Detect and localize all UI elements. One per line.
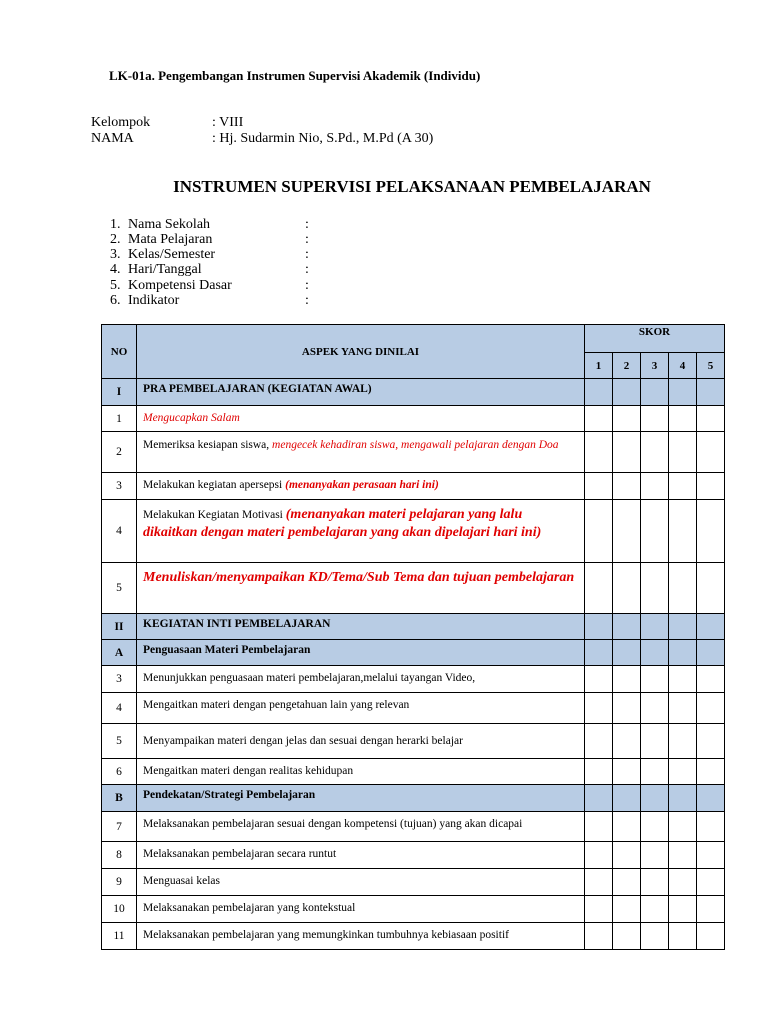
row-aspect: Menunjukkan penguasaan materi pembelajaran,melalui tayangan Video, bbox=[137, 666, 585, 693]
identity-item bbox=[110, 247, 309, 262]
score-cell[interactable] bbox=[585, 666, 613, 693]
row-number: 3 bbox=[102, 666, 137, 693]
identity-label: Nama Sekolah bbox=[128, 217, 211, 232]
score-cell[interactable] bbox=[697, 563, 725, 614]
score-cell[interactable] bbox=[641, 842, 669, 869]
aspect-emphasis-text: (menanyakan materi pelajaran yang lalu dikaitkan dengan materi pembelajaran yang akan dipelajari hari ini) bbox=[143, 507, 542, 540]
score-cell[interactable] bbox=[669, 759, 697, 785]
score-cell[interactable] bbox=[585, 693, 613, 724]
header-score-3: 3 bbox=[641, 353, 669, 379]
table-row bbox=[102, 500, 725, 563]
table-row bbox=[102, 666, 725, 693]
table-row bbox=[102, 869, 725, 896]
header-score-5: 5 bbox=[697, 353, 725, 379]
row-number: 9 bbox=[102, 869, 137, 896]
score-cell[interactable] bbox=[585, 473, 613, 500]
aspect-emphasis-text: (menanyakan perasaan hari ini) bbox=[285, 479, 439, 491]
score-cell[interactable] bbox=[585, 896, 613, 923]
supervision-table bbox=[101, 324, 725, 950]
table-row bbox=[102, 759, 725, 785]
identity-number: 6. bbox=[110, 293, 121, 308]
score-cell[interactable] bbox=[669, 812, 697, 842]
score-cell[interactable] bbox=[697, 432, 725, 473]
score-cell[interactable] bbox=[697, 896, 725, 923]
identity-item bbox=[110, 278, 309, 293]
score-cell[interactable] bbox=[641, 563, 669, 614]
score-cell[interactable] bbox=[697, 759, 725, 785]
identity-label: Kelas/Semester bbox=[128, 247, 216, 262]
row-number: 10 bbox=[102, 896, 137, 923]
score-cell[interactable] bbox=[669, 896, 697, 923]
score-cell[interactable] bbox=[585, 812, 613, 842]
score-cell[interactable] bbox=[697, 406, 725, 432]
identity-colon: : bbox=[305, 278, 309, 293]
table-row bbox=[102, 842, 725, 869]
section-row-pendekatan-strategi bbox=[102, 785, 725, 812]
identity-label: Hari/Tanggal bbox=[128, 262, 202, 277]
identity-colon: : bbox=[305, 232, 309, 247]
row-number: 1 bbox=[102, 406, 137, 432]
section-label: Penguasaan Materi Pembelajaran bbox=[137, 640, 585, 666]
score-cell[interactable] bbox=[697, 500, 725, 563]
row-aspect bbox=[137, 500, 585, 563]
score-cell[interactable] bbox=[585, 923, 613, 950]
header-skor: SKOR bbox=[585, 325, 725, 353]
kelompok-value: : VIII bbox=[212, 115, 244, 130]
score-cell[interactable] bbox=[697, 666, 725, 693]
row-aspect bbox=[137, 406, 585, 432]
row-number: 5 bbox=[102, 724, 137, 759]
identity-label: Indikator bbox=[128, 293, 180, 308]
row-aspect: Melaksanakan pembelajaran yang kontekstual bbox=[137, 896, 585, 923]
score-cell[interactable] bbox=[669, 500, 697, 563]
identity-label: Kompetensi Dasar bbox=[128, 278, 232, 293]
row-aspect: Menguasai kelas bbox=[137, 869, 585, 896]
header-score-2: 2 bbox=[613, 353, 641, 379]
nama-label: NAMA bbox=[91, 131, 134, 146]
score-cell[interactable] bbox=[669, 666, 697, 693]
score-cell[interactable] bbox=[697, 869, 725, 896]
identity-colon: : bbox=[305, 217, 309, 232]
score-cell[interactable] bbox=[613, 759, 641, 785]
score-cell[interactable] bbox=[697, 923, 725, 950]
score-cell[interactable] bbox=[697, 724, 725, 759]
row-aspect bbox=[137, 563, 585, 614]
section-row-penguasaan-materi bbox=[102, 640, 725, 666]
score-cell[interactable] bbox=[669, 842, 697, 869]
table-row bbox=[102, 923, 725, 950]
identity-number: 4. bbox=[110, 262, 121, 277]
score-cell[interactable] bbox=[697, 473, 725, 500]
section-label: Pendekatan/Strategi Pembelajaran bbox=[137, 785, 585, 812]
section-number: II bbox=[102, 614, 137, 640]
identity-item bbox=[110, 262, 309, 277]
aspect-emphasis-text: Menuliskan/menyampaikan KD/Tema/Sub Tema dan tujuan pembelajaran bbox=[143, 570, 575, 585]
row-aspect: Mengaitkan materi dengan pengetahuan lain yang relevan bbox=[137, 693, 585, 724]
identity-number: 3. bbox=[110, 247, 121, 262]
row-aspect: Melaksanakan pembelajaran secara runtut bbox=[137, 842, 585, 869]
header-score-4: 4 bbox=[669, 353, 697, 379]
score-cell[interactable] bbox=[585, 406, 613, 432]
score-cell[interactable] bbox=[613, 896, 641, 923]
score-cell[interactable] bbox=[613, 812, 641, 842]
score-cell[interactable] bbox=[669, 563, 697, 614]
score-cell[interactable] bbox=[585, 432, 613, 473]
score-cell[interactable] bbox=[613, 693, 641, 724]
score-cell[interactable] bbox=[613, 406, 641, 432]
score-cell[interactable] bbox=[641, 759, 669, 785]
score-cell[interactable] bbox=[613, 923, 641, 950]
score-cell[interactable] bbox=[641, 432, 669, 473]
row-number: 5 bbox=[102, 563, 137, 614]
row-aspect: Menyampaikan materi dengan jelas dan sesuai dengan herarki belajar bbox=[137, 724, 585, 759]
table-row bbox=[102, 563, 725, 614]
header-no: NO bbox=[102, 325, 137, 379]
section-row-pra-pembelajaran bbox=[102, 379, 725, 406]
aspect-emphasis-text: Mengucapkan Salam bbox=[143, 412, 240, 424]
identity-item bbox=[110, 293, 309, 308]
aspect-text: Memeriksa kesiapan siswa, bbox=[143, 439, 273, 451]
score-cell[interactable] bbox=[641, 693, 669, 724]
row-number: 4 bbox=[102, 693, 137, 724]
table-row bbox=[102, 812, 725, 842]
table-row bbox=[102, 896, 725, 923]
document-title: LK-01a. Pengembangan Instrumen Supervisi Akademik (Individu) bbox=[109, 68, 481, 83]
score-cell[interactable] bbox=[613, 500, 641, 563]
score-cell[interactable] bbox=[613, 432, 641, 473]
row-number: 7 bbox=[102, 812, 137, 842]
score-cell[interactable] bbox=[641, 473, 669, 500]
row-aspect: Melaksanakan pembelajaran yang memungkinkan tumbuhnya kebiasaan positif bbox=[137, 923, 585, 950]
row-aspect: Melaksanakan pembelajaran sesuai dengan kompetensi (tujuan) yang akan dicapai bbox=[137, 812, 585, 842]
score-cell[interactable] bbox=[669, 406, 697, 432]
score-cell[interactable] bbox=[613, 666, 641, 693]
score-cell[interactable] bbox=[669, 693, 697, 724]
section-number: B bbox=[102, 785, 137, 812]
score-cell[interactable] bbox=[641, 500, 669, 563]
nama-value: : Hj. Sudarmin Nio, S.Pd., M.Pd (A 30) bbox=[212, 131, 434, 146]
row-number: 6 bbox=[102, 759, 137, 785]
identity-item bbox=[110, 217, 309, 232]
score-cell[interactable] bbox=[641, 812, 669, 842]
score-cell[interactable] bbox=[613, 473, 641, 500]
score-cell[interactable] bbox=[585, 500, 613, 563]
row-number: 4 bbox=[102, 500, 137, 563]
identity-colon: : bbox=[305, 247, 309, 262]
score-cell[interactable] bbox=[613, 869, 641, 896]
aspect-text: Melakukan kegiatan apersepsi bbox=[143, 479, 286, 491]
identity-label: Mata Pelajaran bbox=[128, 232, 213, 247]
score-cell[interactable] bbox=[669, 923, 697, 950]
score-cell[interactable] bbox=[641, 869, 669, 896]
table-row bbox=[102, 724, 725, 759]
row-number: 3 bbox=[102, 473, 137, 500]
score-cell[interactable] bbox=[669, 473, 697, 500]
score-cell[interactable] bbox=[641, 406, 669, 432]
score-cell[interactable] bbox=[669, 724, 697, 759]
score-cell[interactable] bbox=[585, 842, 613, 869]
identity-item bbox=[110, 232, 309, 247]
row-aspect: Mengaitkan materi dengan realitas kehidupan bbox=[137, 759, 585, 785]
table-row bbox=[102, 406, 725, 432]
score-cell[interactable] bbox=[641, 896, 669, 923]
score-cell[interactable] bbox=[613, 563, 641, 614]
score-cell[interactable] bbox=[669, 432, 697, 473]
identity-number: 5. bbox=[110, 278, 121, 293]
table-row bbox=[102, 432, 725, 473]
row-number: 8 bbox=[102, 842, 137, 869]
score-cell[interactable] bbox=[585, 759, 613, 785]
row-aspect bbox=[137, 432, 585, 473]
section-number: I bbox=[102, 379, 137, 406]
score-cell[interactable] bbox=[697, 842, 725, 869]
table-row bbox=[102, 693, 725, 724]
identity-colon: : bbox=[305, 293, 309, 308]
section-label: PRA PEMBELAJARAN (KEGIATAN AWAL) bbox=[137, 379, 585, 406]
row-number: 2 bbox=[102, 432, 137, 473]
score-cell[interactable] bbox=[585, 869, 613, 896]
kelompok-label: Kelompok bbox=[91, 115, 151, 130]
aspect-text: Melakukan Kegiatan Motivasi bbox=[143, 509, 286, 521]
header-aspek: ASPEK YANG DINILAI bbox=[137, 325, 585, 379]
identity-colon: : bbox=[305, 262, 309, 277]
header-score-1: 1 bbox=[585, 353, 613, 379]
row-number: 11 bbox=[102, 923, 137, 950]
row-aspect bbox=[137, 473, 585, 500]
score-cell[interactable] bbox=[585, 563, 613, 614]
score-cell[interactable] bbox=[697, 812, 725, 842]
score-cell[interactable] bbox=[613, 842, 641, 869]
score-cell[interactable] bbox=[669, 869, 697, 896]
identity-number: 1. bbox=[110, 217, 121, 232]
identity-number: 2. bbox=[110, 232, 121, 247]
aspect-emphasis-text: mengecek kehadiran siswa, mengawali pelajaran dengan Doa bbox=[272, 439, 559, 451]
score-cell[interactable] bbox=[613, 724, 641, 759]
score-cell[interactable] bbox=[697, 693, 725, 724]
score-cell[interactable] bbox=[585, 724, 613, 759]
score-cell[interactable] bbox=[641, 724, 669, 759]
instrument-title: INSTRUMEN SUPERVISI PELAKSANAAN PEMBELAJARAN bbox=[173, 177, 651, 196]
section-number: A bbox=[102, 640, 137, 666]
section-row-kegiatan-inti bbox=[102, 614, 725, 640]
section-label: KEGIATAN INTI PEMBELAJARAN bbox=[137, 614, 585, 640]
score-cell[interactable] bbox=[641, 666, 669, 693]
table-row bbox=[102, 473, 725, 500]
score-cell[interactable] bbox=[641, 923, 669, 950]
